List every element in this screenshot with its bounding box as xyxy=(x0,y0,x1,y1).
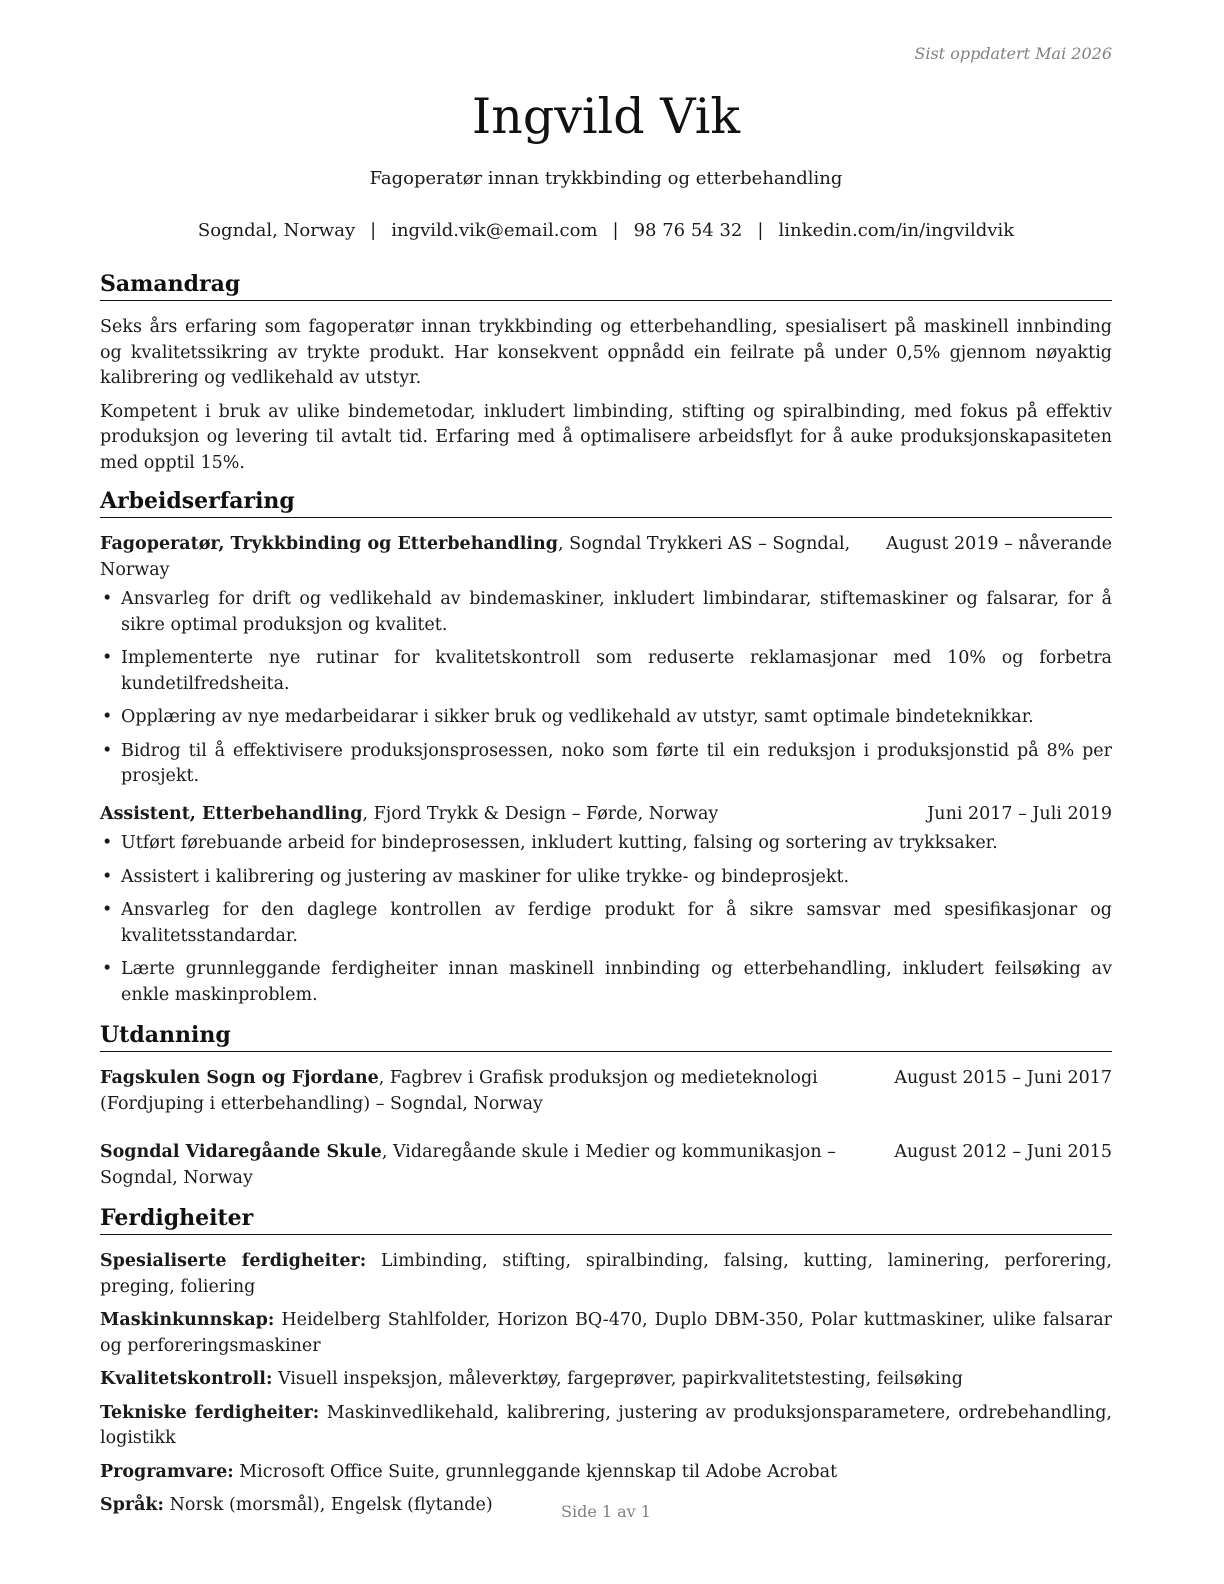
last-updated: Sist oppdatert Mai 2026 xyxy=(914,44,1112,63)
location: Sogndal, Norway xyxy=(197,220,356,241)
skill-label: Tekniske ferdigheiter: xyxy=(100,1402,320,1423)
list-item: • Assistert i kalibrering og justering av maskiner for ulike trykke- og bindeprosjekt. xyxy=(100,865,1112,891)
list-item: • Utført førebuande arbeid for bindeprosessen, inkludert kutting, falsing og sortering av trykksaker. xyxy=(100,831,1112,857)
list-item: • Ansvarleg for den daglege kontrollen av ferdige produkt for å sikre samsvar med spesifikasjonar og kvalitetsstandardar. xyxy=(100,898,1112,949)
skill-label: Maskinkunnskap: xyxy=(100,1310,275,1330)
job-bullets xyxy=(100,831,1112,1008)
skill-row xyxy=(100,1401,1112,1452)
job-bullets xyxy=(100,587,1112,790)
education-entry xyxy=(100,1066,1112,1117)
skill-row xyxy=(100,1249,1112,1300)
skill-label: Kvalitetskontroll: xyxy=(100,1369,273,1389)
separator: | xyxy=(370,220,377,241)
education-section xyxy=(100,1020,1112,1191)
job-org: , Sogndal Trykkeri AS – Sogndal, Norway xyxy=(100,534,851,580)
education-dates: August 2012 – Juni 2015 xyxy=(894,1142,1112,1162)
summary-paragraph: Kompetent i bruk av ulike bindemetodar, inkludert limbinding, stifting og spiralbinding, med fokus på effektiv produksjon og levering til avtalt tid. Erfaring med å optimalisere arbeidsflyt for å auke produksjonskapasiteten med opptil 15%. xyxy=(100,401,1112,473)
section-heading: Arbeidserfaring xyxy=(100,486,1112,518)
school-name: Sogndal Vidaregåande Skule xyxy=(100,1142,382,1162)
section-heading: Utdanning xyxy=(100,1020,1112,1052)
job-dates: August 2019 – nåverande xyxy=(886,534,1112,554)
job-header xyxy=(100,532,1112,583)
job-org: , Fjord Trykk & Design – Førde, Norway xyxy=(362,803,719,824)
skill-value: Microsoft Office Suite, grunnleggande kjennskap til Adobe Acrobat xyxy=(233,1461,838,1482)
skill-label: Spesialiserte ferdigheiter: xyxy=(100,1251,367,1271)
job-dates: Juni 2017 – Juli 2019 xyxy=(927,803,1112,824)
summary-paragraph: Seks års erfaring som fagoperatør innan trykkbinding og etterbehandling, spesialisert på maskinell innbinding og kvalitetssikring av trykte produkt. Har konsekvent oppnådd ein feilrate på under 0,5% gjennom nøyaktig kalibrering og vedlikehald av utstyr. xyxy=(100,317,1112,388)
job-title: Fagoperatør innan trykkbinding og etterbehandling xyxy=(369,168,843,189)
skill-value: Maskinvedlikehald, kalibrering, justering av produksjonsparametere, ordrebehandling, logistikk xyxy=(100,1402,1112,1448)
skill-row xyxy=(100,1460,1112,1486)
page-number: Side 1 av 1 xyxy=(561,1502,651,1521)
school-name: Fagskulen Sogn og Fjordane xyxy=(100,1068,379,1088)
skill-row xyxy=(100,1367,1112,1393)
section-heading: Samandrag xyxy=(100,269,1112,301)
linkedin-link[interactable]: linkedin.com/in/ingvildvik xyxy=(778,220,1015,241)
resume-content xyxy=(100,269,1112,1529)
list-item: • Implementerte nye rutinar for kvalitetskontroll som reduserte reklamasjonar med 10% og forbetra kundetilfredsheita. xyxy=(100,646,1112,697)
degree-detail: , Fagbrev i Grafisk produksjon og medieteknologi (Fordjuping i etterbehandling) – Sogndal, Norway xyxy=(100,1068,818,1114)
section-heading: Ferdigheiter xyxy=(100,1203,1112,1235)
phone: 98 76 54 32 xyxy=(633,220,743,241)
skill-value: Limbinding, stifting, spiralbinding, falsing, kutting, laminering, perforering, preging, foliering xyxy=(100,1251,1112,1297)
skill-value: Visuell inspeksjon, måleverktøy, fargeprøver, papirkvalitetstesting, feilsøking xyxy=(272,1369,963,1389)
skill-label: Språk: xyxy=(100,1495,165,1515)
list-item: • Lærte grunnleggande ferdigheiter innan maskinell innbinding og etterbehandling, inkludert feilsøking av enkle maskinproblem. xyxy=(100,957,1112,1008)
job-title: Fagoperatør, Trykkbinding og Etterbehandling xyxy=(100,534,558,554)
job-entry xyxy=(100,802,1112,1009)
experience-section xyxy=(100,486,1112,1008)
list-item: • Bidrog til å effektivisere produksjonsprosessen, noko som førte til ein reduksjon i produksjonstid på 8% per prosjekt. xyxy=(100,739,1112,790)
skills-section xyxy=(100,1203,1112,1519)
summary-section xyxy=(100,269,1112,476)
separator: | xyxy=(612,220,619,241)
skill-row xyxy=(100,1308,1112,1359)
skill-label: Programvare: xyxy=(100,1461,234,1482)
person-name: Ingvild Vik xyxy=(471,88,741,145)
education-entry xyxy=(100,1140,1112,1191)
education-dates: August 2015 – Juni 2017 xyxy=(894,1068,1112,1088)
email-link[interactable]: ingvild.vik@email.com xyxy=(391,220,598,241)
contact-line xyxy=(100,220,1112,241)
job-header xyxy=(100,802,1112,828)
list-item: • Opplæring av nye medarbeidarar i sikker bruk og vedlikehald av utstyr, samt optimale bindeteknikkar. xyxy=(100,705,1112,731)
separator: | xyxy=(757,220,764,241)
degree-detail: , Vidaregåande skule i Medier og kommunikasjon – Sogndal, Norway xyxy=(100,1142,836,1188)
skill-value: Norsk (morsmål), Engelsk (flytande) xyxy=(164,1495,493,1515)
job-title: Assistent, Etterbehandling xyxy=(100,803,363,824)
job-entry xyxy=(100,532,1112,790)
list-item: • Ansvarleg for drift og vedlikehald av bindemaskiner, inkludert limbindarar, stiftemaskiner og falsarar, for å sikre optimal produksjon og kvalitet. xyxy=(100,587,1112,638)
skill-value: Heidelberg Stahlfolder, Horizon BQ-470, Duplo DBM-350, Polar kuttmaskiner, ulike falsarar og perforeringsmaskiner xyxy=(100,1310,1112,1356)
